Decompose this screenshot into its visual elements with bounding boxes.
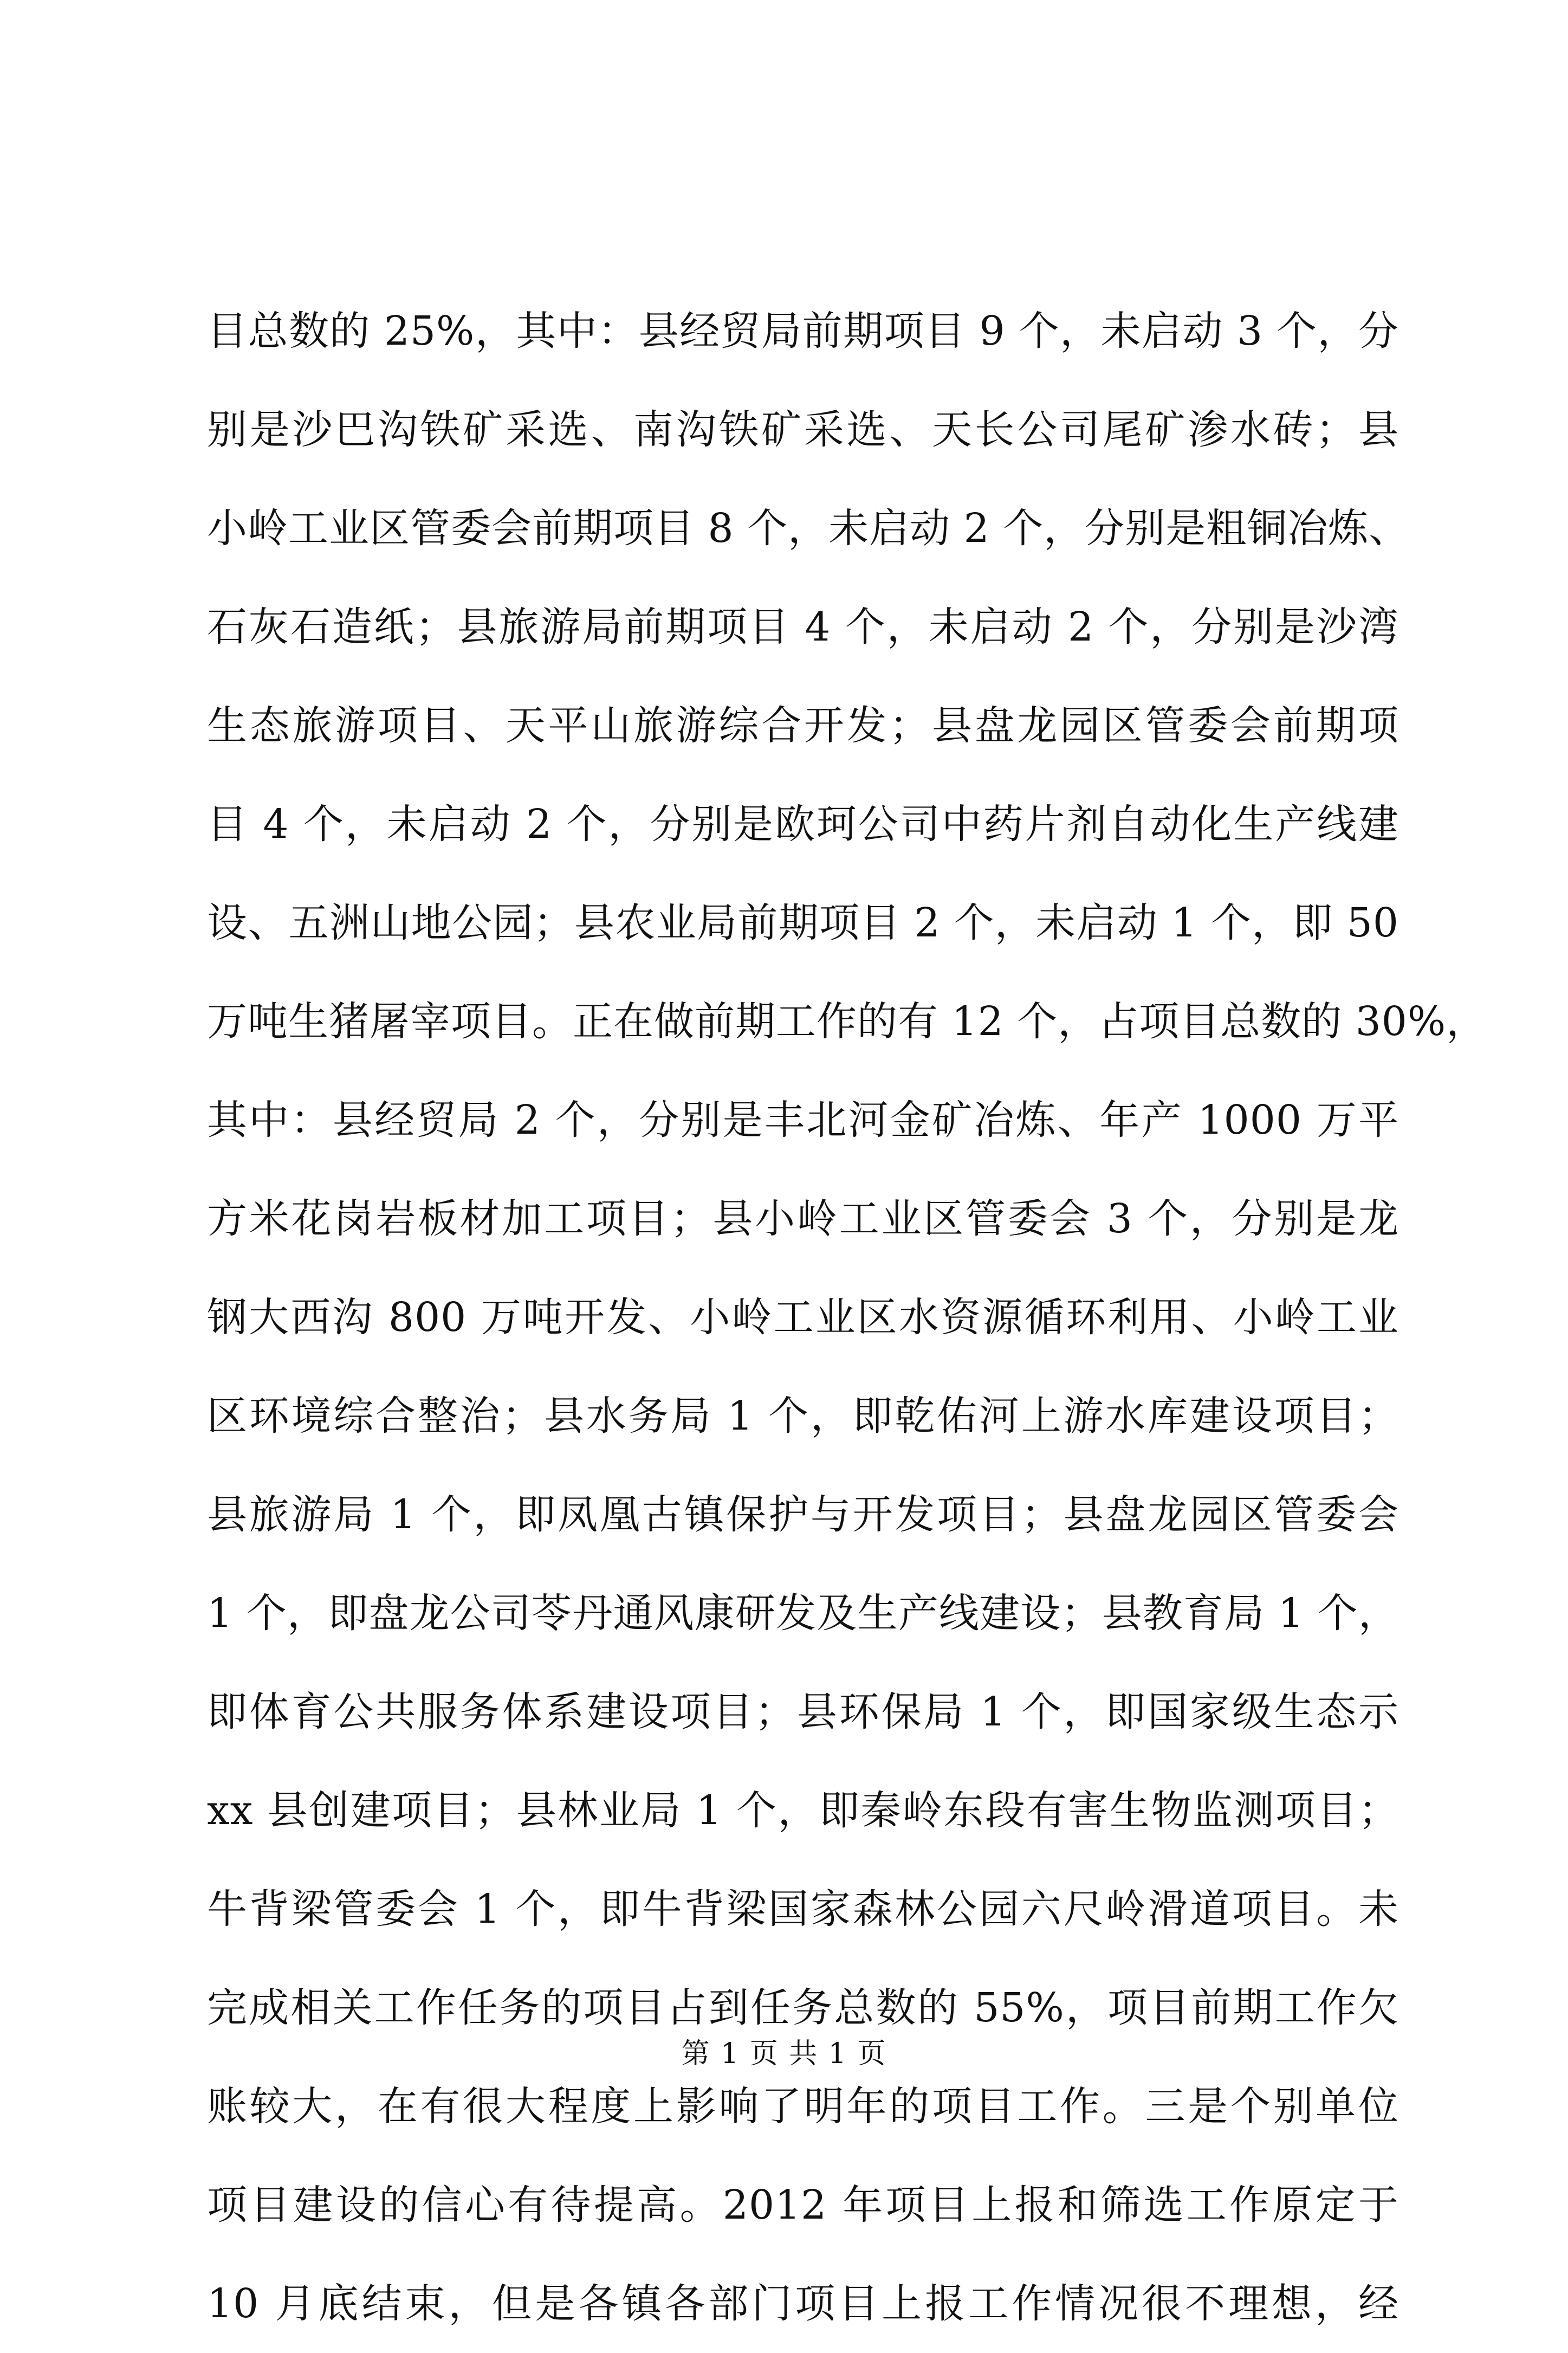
text-line: 万吨生猪屠宰项目。正在做前期工作的有 12 个，占项目总数的 30%，: [207, 998, 1487, 1045]
text-line: 别是沙巴沟铁矿采选、南沟铁矿采选、天长公司尾矿渗水砖；县: [207, 406, 1399, 453]
text-line: 生态旅游项目、天平山旅游综合开发；县盘龙园区管委会前期项: [207, 702, 1399, 749]
text-line: 项目建设的信心有待提高。2012 年项目上报和筛选工作原定于: [207, 2182, 1399, 2228]
text-line: 目总数的 25%，其中：县经贸局前期项目 9 个，未启动 3 个，分: [207, 308, 1399, 354]
text-line: xx 县创建项目；县林业局 1 个，即秦岭东段有害生物监测项目；: [207, 1787, 1399, 1834]
text-line: 设、五洲山地公园；县农业局前期项目 2 个，未启动 1 个，即 50: [207, 900, 1399, 946]
text-line: 账较大，在有很大程度上影响了明年的项目工作。三是个别单位: [207, 2083, 1399, 2130]
text-line: 其中：县经贸局 2 个，分别是丰北河金矿冶炼、年产 1000 万平: [207, 1097, 1399, 1143]
text-line: 方米花岗岩板材加工项目；县小岭工业区管委会 3 个，分别是龙: [207, 1195, 1399, 1242]
text-line: 目 4 个，未启动 2 个，分别是欧珂公司中药片剂自动化生产线建: [207, 801, 1399, 848]
text-line: 钢大西沟 800 万吨开发、小岭工业区水资源循环利用、小岭工业: [207, 1294, 1399, 1341]
text-line: 即体育公共服务体系建设项目；县环保局 1 个，即国家级生态示: [207, 1689, 1399, 1735]
text-line: 小岭工业区管委会前期项目 8 个，未启动 2 个，分别是粗铜冶炼、: [207, 505, 1410, 552]
text-line: 牛背梁管委会 1 个，即牛背梁国家森林公园六尺岭滑道项目。未: [207, 1886, 1399, 1932]
text-line: 10 月底结束，但是各镇各部门项目上报工作情况很不理想，经: [207, 2280, 1399, 2327]
text-line: 1 个，即盘龙公司苓丹通风康研发及生产线建设；县教育局 1 个，: [207, 1590, 1399, 1637]
text-line: 完成相关工作任务的项目占到任务总数的 55%，项目前期工作欠: [207, 1984, 1399, 2031]
text-line: 石灰石造纸；县旅游局前期项目 4 个，未启动 2 个，分别是沙湾: [207, 604, 1399, 650]
page-footer: 第 1 页 共 1 页: [681, 2038, 887, 2070]
text-line: 县旅游局 1 个，即凤凰古镇保护与开发项目；县盘龙园区管委会: [207, 1491, 1399, 1538]
text-line: 区环境综合整治；县水务局 1 个，即乾佑河上游水库建设项目；: [207, 1393, 1399, 1439]
